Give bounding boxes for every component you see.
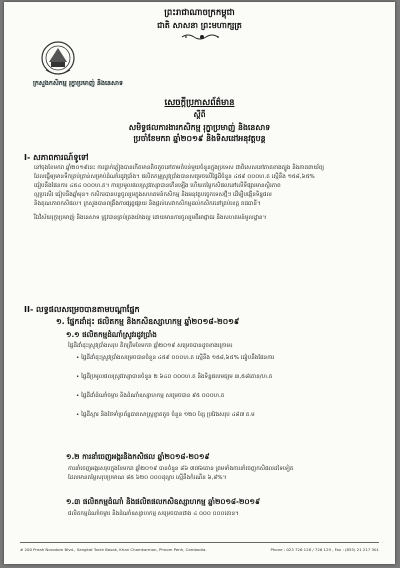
subsection-heading: ១.៣ ផលិតកម្មដំណាំ និងផលិតផលកសិឧស្សាហកម្ម ឆ្នាំ២០១៨-២០១៩ — [66, 497, 261, 506]
ministry-emblem-icon — [40, 40, 76, 78]
general-paragraph-line: និងគុណភាពកសិផល។ ក្រសួងបានពង្រឹងការផ្សព្វផ្សាយ និងផ្តល់សេវាកសិកម្មដល់កសិករនៅគ្រប់ខេត្ត រាជធានី។ — [34, 201, 261, 207]
footer — [20, 547, 379, 552]
export-paragraph-line: ការនាំចេញអង្ករសរុបក្នុងខែមករា ឆ្នាំ២០១៩ បានចំនួន ៨៦ ៧៧៦តោន ព្រមទាំងការនាំចេញកសិផលដទៃទៀត — [68, 466, 294, 472]
headline-line-2: ប្រចាំខែមករា ឆ្នាំ២០១៩ និងទិសដៅអនុវត្តបន្ត — [133, 134, 266, 143]
footer-contact: Phone : 023 726 128 / 726 129 , Fax : (855) 21 217 301 — [270, 547, 379, 552]
subsection-heading: ១.២ ការនាំចេញអង្ករនិងកសិផល ឆ្នាំ២០១៨-២០១៩ — [66, 452, 210, 461]
national-motto: ជាតិ សាសនា ព្រះមហាក្សត្រ — [157, 21, 242, 30]
production-paragraph: ផលិតកម្មដំណាំចម្ការ និងដំណាំឧស្សាហកម្ម សម្រេចបានជាង ៤ ០០០ ០០០តោន។ — [68, 511, 239, 517]
document-page — [4, 2, 395, 564]
list-item: • ផ្ទៃដីស្តារ និងថែទាំប្រព័ន្ធធារាសាស្រ្តខ្នាតតូច ចំនួន ១២០ ខ្សែ ប្រវែងសរុប ៤៨៧ គ.ម — [76, 412, 255, 418]
kingdom-heading: ព្រះរាជាណាចក្រកម្ពុជា — [164, 8, 235, 18]
general-paragraph-line: នៅចុងខែមករា ឆ្នាំ២០១៩នេះ ការធ្លាក់ភ្លៀងបានកើតមានតិចតួចនៅតាមតំបន់មួយចំនួនក្នុងប្រទេស ជាពិសេសនៅភាគខាងត្បូង និងភាគពាយ័ព្យ — [34, 165, 325, 171]
general-paragraph-line: ល្អប្រសើរ ធៀបនឹងឆ្នាំមុន។ កសិករបានបន្តចូលរួមក្នុងសហគមន៍កសិកម្ម និងអនុវត្តបច្ចេកទេសថ្មីៗ ដើម្បីបង្កើនទិន្នផល — [34, 192, 272, 198]
export-paragraph-line: ដែលមានតម្លៃសរុបប្រមាណ ៨៥ ៦២០ ០០០ដុល្លារ ស្មើនឹងកំណើន ៦,៨%។ — [68, 475, 227, 481]
list-item: • ផ្ទៃដីដាំដំណាំចម្ការ និងដំណាំឧស្សាហកម្ម សម្រេចបាន ៩៥ ០០០ហ.ត — [76, 393, 225, 399]
list-item: • ផ្ទៃដីដាំដុះស្រូវប្រាំងសម្រេចបានចំនួន ៤៥៩ ០០០ហ.ត ស្មើនឹង ១៥៨,៦៥% ធៀបនឹងផែនការ — [76, 355, 275, 361]
general-paragraph-line: ធៀបនឹងផែនការ ៤៥៤ ០០០ហ.ត។ ការប្រមូលផលស្រូវវស្សាបានកើនឡើង ហើយតម្លៃកសិផលនៅលើទីផ្សារមានស្ថិរភាព — [34, 183, 281, 189]
subsection-paragraph: ផ្ទៃដីដាំដុះស្រូវប្រាំងសរុប គិតត្រឹមខែមករា ឆ្នាំ២០១៩ សម្រេចបានដូចខាងក្រោម៖ — [68, 343, 233, 349]
section-heading-results: II- លទ្ធផលសម្រេចបានតាមបណ្តាផ្នែក — [24, 305, 140, 314]
general-paragraph-line: ដែលធ្វើឲ្យមានទឹកគ្រប់គ្រាន់សម្រាប់ដំណាំរដូវប្រាំង។ ផលិតកម្មស្រូវប្រាំងបានសម្រេចលើផ្ទៃដីចំនួន ៤៥៩ ០០០ហ.ត ស្មើនឹង ១៥៨,៦៥% — [34, 174, 315, 180]
ornament-divider-icon — [180, 32, 224, 42]
press-release-title: សេចក្តីប្រកាសព័ត៌មាន — [164, 98, 235, 108]
subsection-heading: ១. ផ្នែកដាំដុះ ផលិតកម្ម និងកសិឧស្សាហកម្ម ឆ្នាំ២០១៨-២០១៩ — [56, 317, 240, 326]
headline-line-1: សមិទ្ធផលការងារកសិកម្ម រុក្ខាប្រមាញ់ និងនេសាទ — [128, 123, 271, 132]
footer-divider — [20, 542, 379, 543]
general-paragraph-line: រីឯវិស័យរុក្ខាប្រមាញ់ និងនេសាទ ត្រូវបានគ្រប់គ្រងយ៉ាងល្អ ដោយមានការចូលរួមពីអាជ្ញាធរ និងសហគមន៍មូលដ្ឋាន។ — [34, 215, 267, 221]
section-heading-general: I- សភាពការណ៍ទូទៅ — [24, 153, 89, 162]
ministry-name: ក្រសួងកសិកម្ម រុក្ខាប្រមាញ់ និងនេសាទ — [32, 80, 124, 87]
footer-address: # 200 Preah Norodom Blvd., Sangkat Tonle Basak, Khan Chamkarmon, Phnom Penh, Cambodia. — [20, 547, 207, 552]
subsection-heading: ១.១ ផលិតកម្មដំណាំស្រូវរដូវប្រាំង — [66, 330, 157, 339]
press-release-about: ស្តីពី — [193, 110, 206, 119]
list-item: • ផ្ទៃដីប្រមូលផលស្រូវវស្សាបានចំនួន ២ ៦៤០ ០០០ហ.ត និងទិន្នផលមធ្យម ៣,៥៨តោន/ហ.ត — [76, 374, 273, 380]
